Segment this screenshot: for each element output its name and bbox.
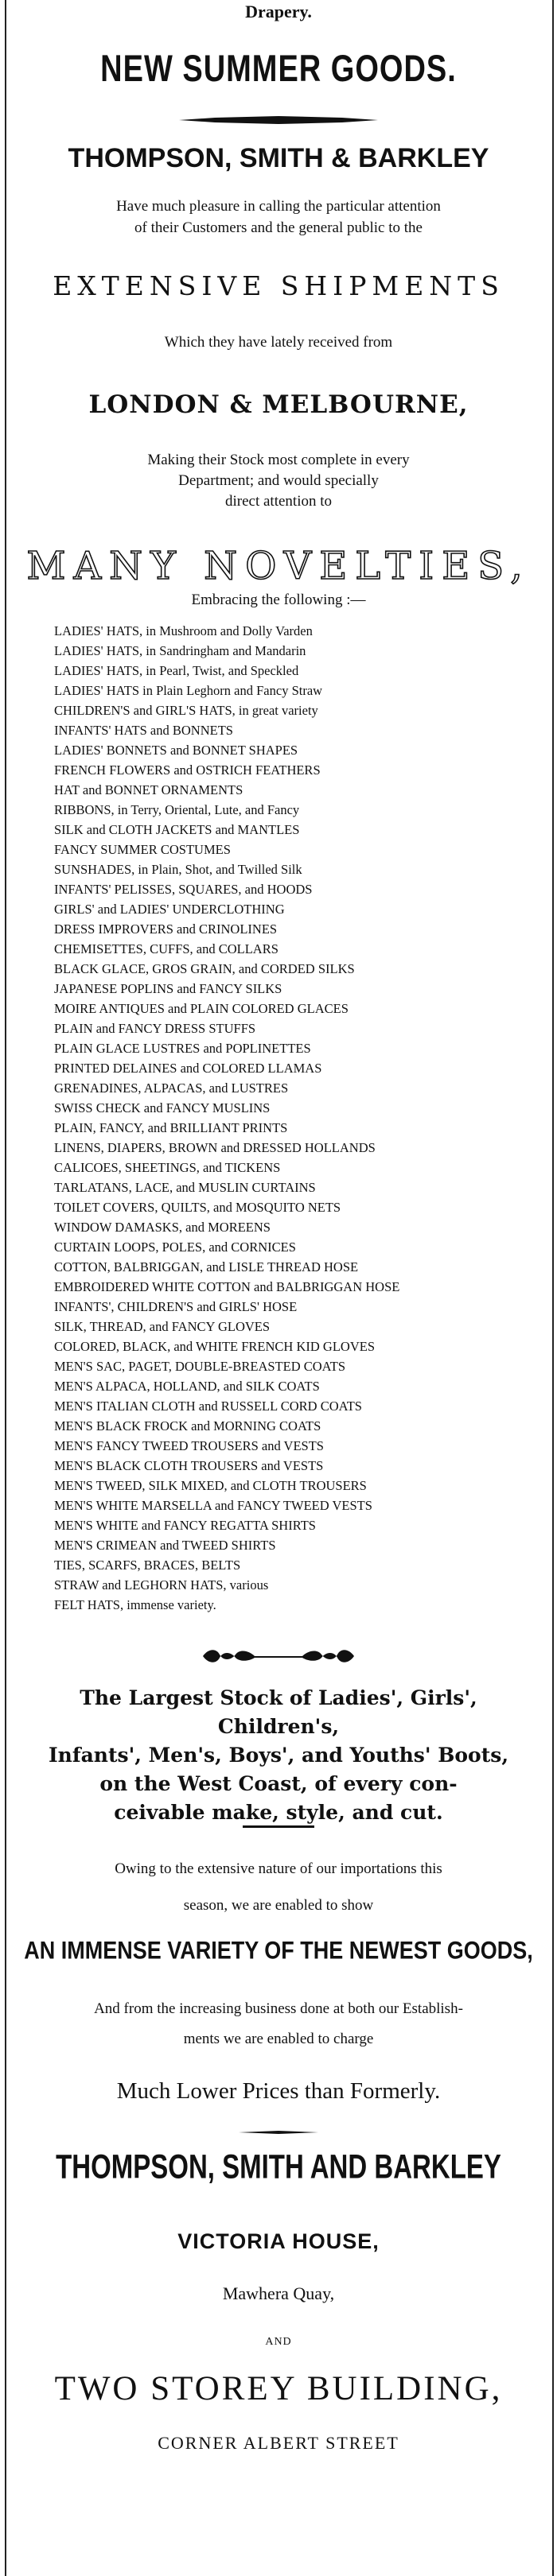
owing-line: season, we are enabled to show	[183, 1897, 374, 1914]
lower-prices: Much Lower Prices than Formerly.	[116, 2078, 441, 2104]
list-item: HAT and BONNET ORNAMENTS	[54, 782, 243, 797]
list-item: TARLATANS, LACE, and MUSLIN CURTAINS	[54, 1180, 316, 1195]
intro-line: Have much pleasure in calling the particular attention	[116, 198, 441, 215]
business-line: And from the increasing business done at both our Establish-	[94, 2000, 463, 2017]
list-item: LINENS, DIAPERS, BROWN and DRESSED HOLLANDS	[54, 1140, 376, 1155]
stock-line: Making their Stock most complete in every	[147, 452, 410, 468]
list-item: COLORED, BLACK, and WHITE FRENCH KID GLOVES	[54, 1339, 376, 1354]
list-item: LADIES' BONNETS and BONNET SHAPES	[54, 743, 298, 758]
list-item: WINDOW DAMASKS, and MOREENS	[54, 1220, 271, 1235]
list-item: MEN'S WHITE and FANCY REGATTA SHIRTS	[54, 1518, 316, 1533]
business-text	[16, 1994, 541, 2054]
list-item: COTTON, BALBRIGGAN, and LISLE THREAD HOSE	[54, 1259, 359, 1274]
list-item: MEN'S SAC, PAGET, DOUBLE-BREASTED COATS	[54, 1359, 346, 1374]
list-item: MEN'S BLACK CLOTH TROUSERS and VESTS	[54, 1458, 324, 1473]
origin-cities: LONDON & MELBOURNE,	[88, 390, 469, 419]
boots-line: Infants', Men's, Boys', and Youths' Boots,	[48, 1744, 509, 1767]
list-item: GIRLS' and LADIES' UNDERCLOTHING	[54, 902, 285, 917]
list-item: CHILDREN'S and GIRL'S HATS, in great variety	[54, 703, 318, 718]
list-item: TOILET COVERS, QUILTS, and MOSQUITO NETS	[54, 1200, 341, 1215]
ornamental-rule-1	[0, 113, 557, 127]
column-rule-right	[552, 0, 554, 2576]
two-storey-building: TWO STOREY BUILDING,	[54, 2370, 503, 2407]
and-text: AND	[265, 2336, 292, 2348]
headline: NEW SUMMER GOODS.	[100, 48, 457, 91]
list-item: DRESS IMPROVERS and CRINOLINES	[54, 921, 278, 937]
list-item: TIES, SCARFS, BRACES, BELTS	[54, 1558, 241, 1573]
owing-line: Owing to the extensive nature of our importations this	[115, 1860, 442, 1877]
list-item: PLAIN and FANCY DRESS STUFFS	[54, 1021, 256, 1036]
list-item: INFANTS', CHILDREN'S and GIRLS' HOSE	[54, 1299, 298, 1314]
ornamental-rule-2	[0, 2128, 557, 2137]
list-item: SILK, THREAD, and FANCY GLOVES	[54, 1319, 271, 1334]
intro-text	[16, 196, 541, 239]
stock-line: direct attention to	[224, 493, 332, 510]
list-item: FELT HATS, immense variety.	[54, 1597, 216, 1612]
victoria-house: VICTORIA HOUSE,	[177, 2229, 380, 2253]
list-item: MEN'S ITALIAN CLOTH and RUSSELL CORD COATS	[54, 1399, 362, 1414]
list-item: INFANTS' PELISSES, SQUARES, and HOODS	[54, 882, 313, 897]
intro-line: of their Customers and the general public to the	[134, 219, 423, 236]
list-item: JAPANESE POPLINS and FANCY SILKS	[54, 981, 282, 996]
list-item: BLACK GLACE, GROS GRAIN, and CORDED SILKS	[54, 961, 355, 976]
corner-albert-street: CORNER ALBERT STREET	[158, 2433, 399, 2453]
mawhera-quay: Mawhera Quay,	[222, 2283, 335, 2303]
list-item: EMBROIDERED WHITE COTTON and BALBRIGGAN HOSE	[54, 1279, 400, 1294]
list-item: CHEMISETTES, CUFFS, and COLLARS	[54, 941, 278, 956]
list-item: CALICOES, SHEETINGS, and TICKENS	[54, 1160, 281, 1175]
list-item: PLAIN, FANCY, and BRILLIANT PRINTS	[54, 1120, 288, 1135]
firm-name: THOMPSON, SMITH & BARKLEY	[68, 143, 489, 173]
ornamental-flourish	[0, 1645, 557, 1667]
list-item: INFANTS' HATS and BONNETS	[54, 723, 233, 738]
extensive-shipments: EXTENSIVE SHIPMENTS	[53, 270, 504, 301]
business-line: ments we are enabled to charge	[183, 2031, 374, 2047]
owing-text	[16, 1851, 541, 1924]
list-item: MEN'S TWEED, SILK MIXED, and CLOTH TROUSERS	[54, 1478, 367, 1493]
immense-variety: AN IMMENSE VARIETY OF THE NEWEST GOODS,	[24, 1936, 533, 1965]
list-item: CURTAIN LOOPS, POLES, and CORNICES	[54, 1240, 296, 1255]
list-item: FANCY SUMMER COSTUMES	[54, 842, 231, 857]
received-text: Which they have lately received from	[164, 334, 393, 351]
stock-line: Department; and would specially	[178, 472, 379, 489]
list-item: FRENCH FLOWERS and OSTRICH FEATHERS	[54, 762, 321, 778]
list-item: MEN'S ALPACA, HOLLAND, and SILK COATS	[54, 1379, 320, 1394]
list-item: MEN'S FANCY TWEED TROUSERS and VESTS	[54, 1438, 324, 1453]
list-item: LADIES' HATS in Plain Leghorn and Fancy Straw	[54, 683, 323, 698]
list-item: RIBBONS, in Terry, Oriental, Lute, and Fancy	[54, 802, 300, 817]
list-item: LADIES' HATS, in Pearl, Twist, and Speckled	[54, 663, 299, 678]
list-item: MEN'S CRIMEAN and TWEED SHIRTS	[54, 1538, 276, 1553]
list-item: GRENADINES, ALPACAS, and LUSTRES	[54, 1080, 289, 1096]
list-item: STRAW and LEGHORN HATS, various	[54, 1577, 269, 1593]
list-item: MEN'S WHITE MARSELLA and FANCY TWEED VESTS	[54, 1498, 372, 1513]
boots-text	[16, 1684, 541, 1827]
many-novelties: MANY NOVELTIES,	[26, 544, 531, 588]
list-item: PRINTED DELAINES and COLORED LLAMAS	[54, 1061, 322, 1076]
embracing-text: Embracing the following :—	[191, 592, 366, 608]
list-item: PLAIN GLACE LUSTRES and POPLINETTES	[54, 1041, 311, 1056]
firm-name-closing: THOMPSON, SMITH AND BARKLEY	[56, 2147, 501, 2186]
boots-line: on the West Coast, of every con-	[99, 1772, 458, 1795]
boots-line: ceivable make, style, and cut.	[114, 1801, 443, 1824]
section-heading: Drapery.	[245, 2, 312, 21]
list-item: SWISS CHECK and FANCY MUSLINS	[54, 1100, 271, 1115]
column-rule-left	[5, 0, 6, 2576]
stock-text	[16, 450, 541, 512]
boots-line: The Largest Stock of Ladies', Girls', Children's,	[80, 1686, 477, 1738]
list-item: SILK and CLOTH JACKETS and MANTLES	[54, 822, 300, 837]
divider-rule	[0, 1822, 557, 1832]
list-item: LADIES' HATS, in Sandringham and Mandarin	[54, 643, 306, 658]
list-item: SUNSHADES, in Plain, Shot, and Twilled Silk	[54, 862, 302, 877]
list-item: MOIRE ANTIQUES and PLAIN COLORED GLACES	[54, 1001, 349, 1016]
list-item: LADIES' HATS, in Mushroom and Dolly Varden	[54, 623, 313, 638]
list-item: MEN'S BLACK FROCK and MORNING COATS	[54, 1418, 321, 1433]
